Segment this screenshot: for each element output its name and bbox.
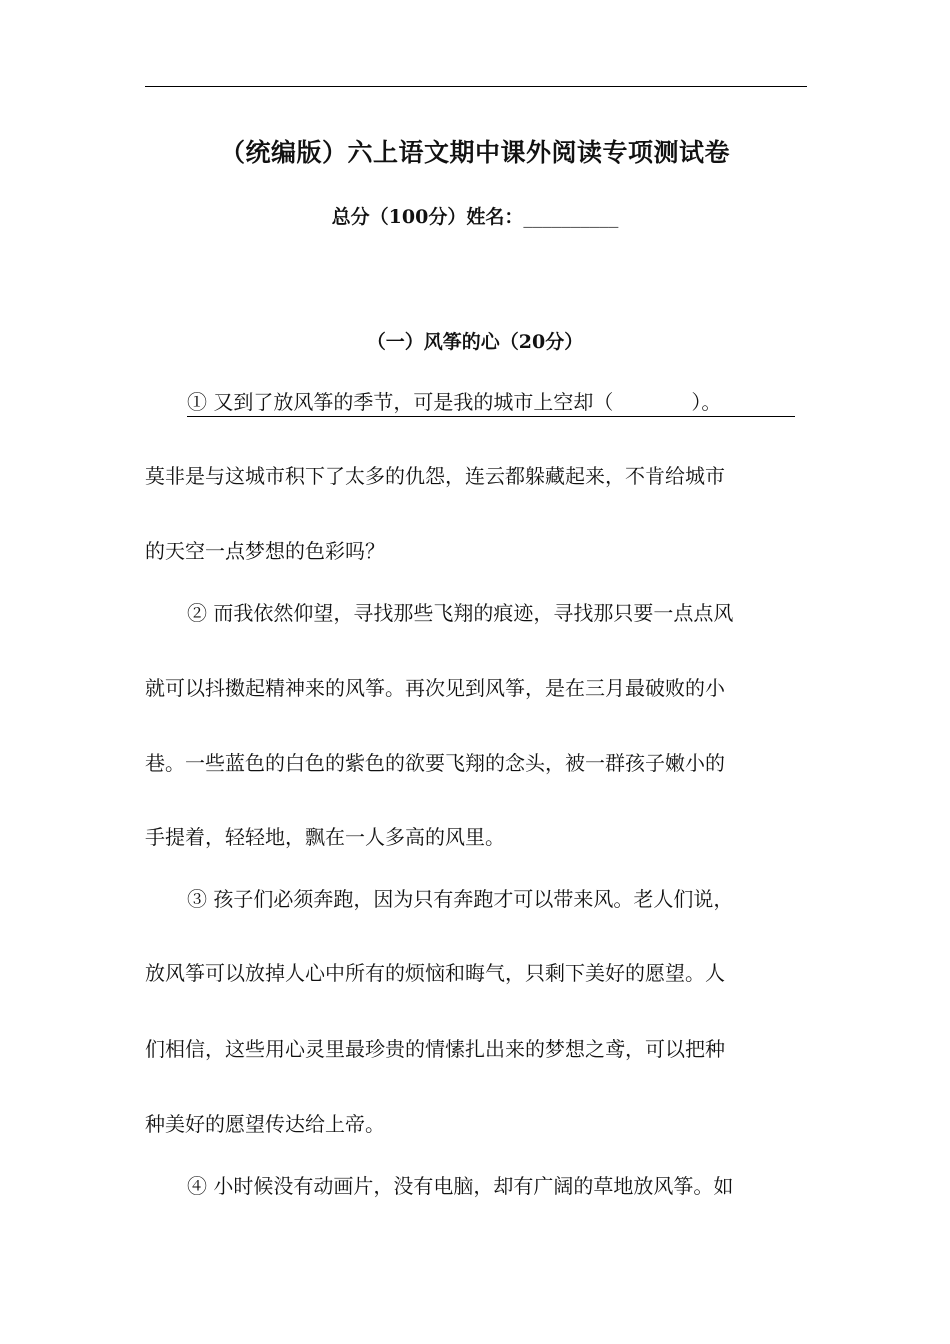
para3-line3: 们相信，这些用心灵里最珍贵的情愫扎出来的梦想之鸢，可以把种	[145, 1037, 725, 1061]
page-title: （统编版）六上语文期中课外阅读专项测试卷	[219, 138, 730, 167]
section-heading: （一）风筝的心（20分）	[366, 331, 584, 353]
para1-tail: ）。	[691, 390, 722, 414]
para1-lead: ① 又到了放风筝的季节，可是我的城市上空却（	[187, 390, 614, 414]
para2-line2: 就可以抖擞起精神来的风筝。再次见到风筝，是在三月最破败的小	[145, 676, 725, 700]
score-name-line	[0, 202, 950, 229]
para3-line1: ③ 孩子们必须奔跑，因为只有奔跑才可以带来风。老人们说，	[187, 887, 734, 911]
score-label: 总分（100分）姓名：	[331, 206, 524, 228]
para1-line3: 的天空一点梦想的色彩吗？	[145, 539, 385, 563]
para4-line1: ④ 小时候没有动画片，没有电脑，却有广阔的草地放风筝。如	[187, 1174, 734, 1198]
para2-line1: ② 而我依然仰望，寻找那些飞翔的痕迹，寻找那只要一点点风	[187, 601, 734, 625]
para1-line1	[187, 390, 795, 417]
para2-line3: 巷。一些蓝色的白色的紫色的欲要飞翔的念头，被一群孩子嫩小的	[145, 751, 725, 775]
para3-line4: 种美好的愿望传达给上帝。	[145, 1112, 385, 1136]
top-rule	[145, 86, 807, 87]
name-blank: __________	[523, 206, 619, 228]
para1-line2: 莫非是与这城市积下了太多的仇怨，连云都躲藏起来，不肯给城市	[145, 464, 725, 488]
para2-line4: 手提着，轻轻地，飘在一人多高的风里。	[145, 825, 505, 849]
para3-line2: 放风筝可以放掉人心中所有的烦恼和晦气，只剩下美好的愿望。人	[145, 961, 725, 985]
